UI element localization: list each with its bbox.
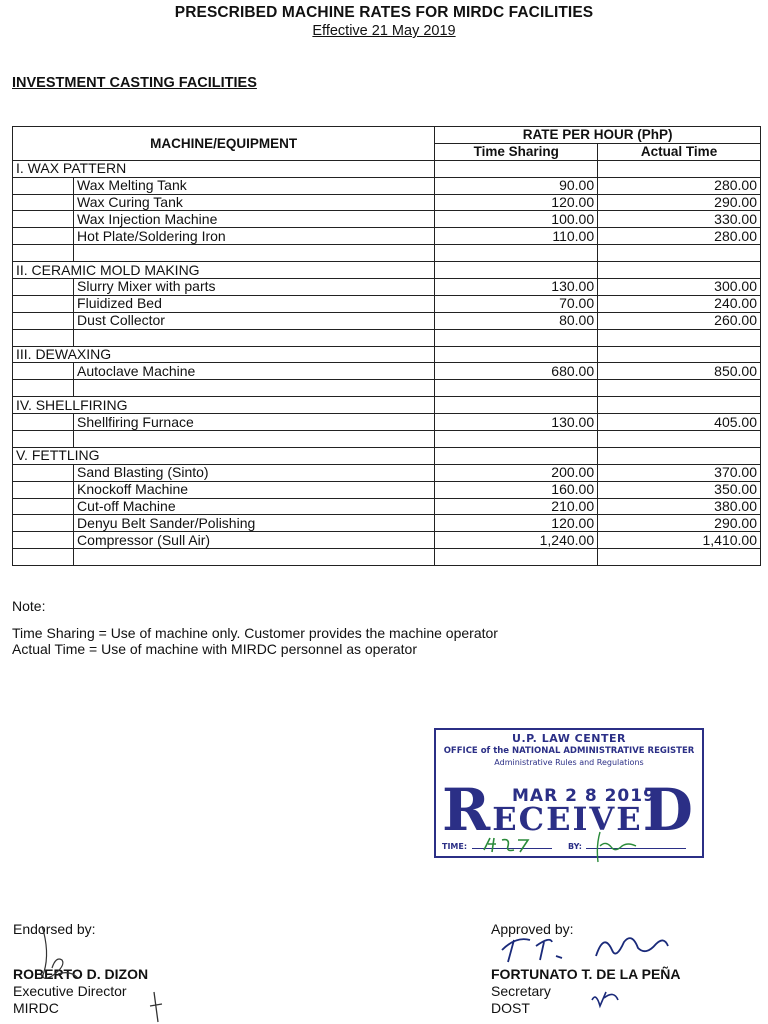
indent-cell [13, 363, 74, 380]
machine-name: Dust Collector [74, 312, 435, 329]
stamp-received-mid: ECEIVE [492, 800, 643, 838]
spacer-row [13, 380, 761, 397]
table-row [13, 194, 761, 211]
section-title: INVESTMENT CASTING FACILITIES [12, 75, 257, 91]
machine-name: Sand Blasting (Sinto) [74, 464, 435, 481]
indent-cell [13, 464, 74, 481]
note-label: Note: [12, 598, 46, 614]
time-sharing-rate: 130.00 [435, 279, 598, 296]
approver-org: DOST [491, 1000, 530, 1016]
time-sharing-rate: 160.00 [435, 481, 598, 498]
stamp-by-label: BY: [568, 842, 582, 851]
table-row [13, 498, 761, 515]
table-row [13, 532, 761, 549]
indent-cell [13, 312, 74, 329]
spacer-row [13, 431, 761, 448]
indent-cell [13, 211, 74, 228]
table-row [13, 363, 761, 380]
spacer-row [13, 549, 761, 566]
machine-name: Fluidized Bed [74, 295, 435, 312]
approver-signature [496, 926, 696, 1024]
stamp-office: OFFICE of the NATIONAL ADMINISTRATIVE REGISTER [443, 746, 695, 756]
time-sharing-rate: 80.00 [435, 312, 598, 329]
group-name: I. WAX PATTERN [13, 160, 435, 177]
indent-cell [13, 532, 74, 549]
stamp-org: U.P. LAW CENTER [512, 732, 626, 745]
actual-time-rate: 850.00 [598, 363, 761, 380]
indent-cell [13, 279, 74, 296]
table-row [13, 464, 761, 481]
endorser-org: MIRDC [13, 1000, 59, 1016]
col-actual-time-header: Actual Time [598, 143, 761, 160]
endorser-title: Executive Director [13, 983, 127, 999]
stamp-date: MAR 2 8 2019 [512, 786, 656, 806]
time-sharing-rate: 110.00 [435, 228, 598, 245]
group-name: IV. SHELLFIRING [13, 397, 435, 414]
endorser-name: ROBERTO D. DIZON [13, 966, 149, 982]
time-sharing-rate: 210.00 [435, 498, 598, 515]
effective-date [0, 23, 768, 39]
table-row [13, 481, 761, 498]
actual-time-rate: 280.00 [598, 228, 761, 245]
actual-time-rate: 240.00 [598, 295, 761, 312]
spacer-row [13, 245, 761, 262]
stamp-received-first: R [442, 776, 493, 844]
notes [12, 598, 498, 658]
approved-label: Approved by: [491, 921, 574, 937]
actual-time-rate: 300.00 [598, 279, 761, 296]
actual-time-rate: 370.00 [598, 464, 761, 481]
table-row [13, 295, 761, 312]
machine-name: Autoclave Machine [74, 363, 435, 380]
group-name: II. CERAMIC MOLD MAKING [13, 262, 435, 279]
rates-table [12, 126, 761, 566]
group-row [13, 397, 761, 414]
col-rate-header: RATE PER HOUR (PhP) [435, 127, 761, 144]
col-machine-header: MACHINE/EQUIPMENT [13, 127, 435, 161]
indent-cell [13, 414, 74, 431]
machine-name: Shellfiring Furnace [74, 414, 435, 431]
actual-time-rate: 1,410.00 [598, 532, 761, 549]
effective-date-text: Effective 21 May 2019 [312, 23, 456, 39]
note-line-1: Time Sharing = Use of machine only. Customer provides the machine operator [12, 624, 498, 641]
time-sharing-rate: 90.00 [435, 177, 598, 194]
stamp-sub: Administrative Rules and Regulations [494, 758, 644, 767]
indent-cell [13, 177, 74, 194]
time-sharing-rate: 130.00 [435, 414, 598, 431]
actual-time-rate: 330.00 [598, 211, 761, 228]
indent-cell [13, 295, 74, 312]
group-row [13, 346, 761, 363]
table-row [13, 414, 761, 431]
note-line-2: Actual Time = Use of machine with MIRDC personnel as operator [12, 641, 418, 657]
actual-time-rate: 405.00 [598, 414, 761, 431]
group-row [13, 447, 761, 464]
time-sharing-rate: 120.00 [435, 194, 598, 211]
rates-body [13, 160, 761, 565]
actual-time-rate: 260.00 [598, 312, 761, 329]
approver-title: Secretary [491, 983, 551, 999]
actual-time-rate: 290.00 [598, 194, 761, 211]
spacer-row [13, 329, 761, 346]
group-row [13, 160, 761, 177]
col-time-sharing-header: Time Sharing [435, 143, 598, 160]
time-sharing-rate: 680.00 [435, 363, 598, 380]
machine-name: Wax Curing Tank [74, 194, 435, 211]
table-row [13, 515, 761, 532]
group-row [13, 262, 761, 279]
indent-cell [13, 481, 74, 498]
stamp-received-last: D [642, 776, 695, 844]
machine-name: Wax Melting Tank [74, 177, 435, 194]
machine-name: Compressor (Sull Air) [74, 532, 435, 549]
document-title: PRESCRIBED MACHINE RATES FOR MIRDC FACILITIES [174, 4, 594, 21]
time-sharing-rate: 70.00 [435, 295, 598, 312]
time-sharing-rate: 120.00 [435, 515, 598, 532]
stamp-time-handwriting [480, 836, 560, 856]
stamp-time-label: TIME: [442, 842, 468, 851]
actual-time-rate: 380.00 [598, 498, 761, 515]
stamp-initial-handwriting [592, 826, 672, 866]
indent-cell [13, 194, 74, 211]
time-sharing-rate: 200.00 [435, 464, 598, 481]
indent-cell [13, 515, 74, 532]
group-name: III. DEWAXING [13, 346, 435, 363]
endorser-signature [22, 922, 172, 1024]
approver-name: FORTUNATO T. DE LA PEÑA [491, 966, 681, 982]
indent-cell [13, 228, 74, 245]
machine-name: Hot Plate/Soldering Iron [74, 228, 435, 245]
table-row [13, 177, 761, 194]
actual-time-rate: 290.00 [598, 515, 761, 532]
actual-time-rate: 280.00 [598, 177, 761, 194]
table-row [13, 228, 761, 245]
machine-name: Cut-off Machine [74, 498, 435, 515]
table-row [13, 211, 761, 228]
group-name: V. FETTLING [13, 447, 435, 464]
received-stamp [434, 728, 704, 858]
time-sharing-rate: 1,240.00 [435, 532, 598, 549]
machine-name: Wax Injection Machine [74, 211, 435, 228]
table-row [13, 312, 761, 329]
machine-name: Slurry Mixer with parts [74, 279, 435, 296]
indent-cell [13, 498, 74, 515]
machine-name: Denyu Belt Sander/Polishing [74, 515, 435, 532]
actual-time-rate: 350.00 [598, 481, 761, 498]
time-sharing-rate: 100.00 [435, 211, 598, 228]
machine-name: Knockoff Machine [74, 481, 435, 498]
endorsed-label: Endorsed by: [13, 921, 96, 937]
table-row [13, 279, 761, 296]
